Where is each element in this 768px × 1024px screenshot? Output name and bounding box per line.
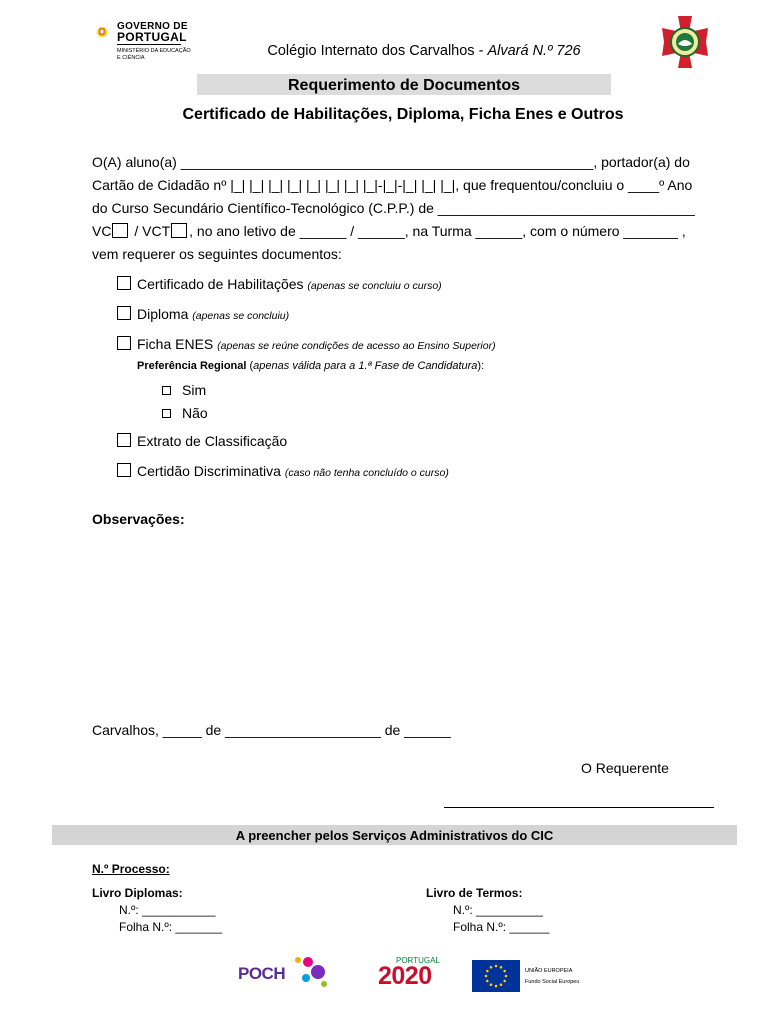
preference-no[interactable]: Não xyxy=(162,405,208,421)
option-diploma[interactable] xyxy=(117,306,289,322)
diplomas-page-field[interactable]: Folha N.º: _______ xyxy=(119,920,223,934)
portugal-emblem-icon xyxy=(88,18,116,46)
school-year-line xyxy=(92,223,686,239)
option-label: Diploma xyxy=(137,306,189,322)
preference-note: apenas válida para a 1.ª Fase de Candidatura xyxy=(253,360,478,372)
document-subtitle: Certificado de Habilitações, Diploma, Ficha Enes e Outros xyxy=(182,106,624,123)
eu-label-2: Fundo Social Europeu xyxy=(525,979,580,985)
citizen-card-line[interactable]: Cartão de Cidadão nº |_| |_| |_| |_| |_| |_| |_| |_|-|_|-|_| |_| |_|, que frequentou/concluiu o ____º Ano xyxy=(92,177,693,193)
checkbox[interactable] xyxy=(117,433,131,447)
terms-page-field[interactable]: Folha N.º: ______ xyxy=(453,920,550,934)
eu-label-1: UNIÃO EUROPEIA xyxy=(525,968,573,974)
checkbox[interactable] xyxy=(162,409,171,418)
preference-yes[interactable]: Sim xyxy=(162,382,206,398)
terms-book-label: Livro de Termos: xyxy=(426,886,523,900)
student-name-line[interactable]: O(A) aluno(a) _____________________________________________________, portador(a) do xyxy=(92,154,690,170)
option-note: (apenas se concluiu o curso) xyxy=(307,280,442,292)
gov-ministry-line1: MINISTÉRIO DA EDUCAÇÃO xyxy=(117,48,191,54)
gov-name-line1: GOVERNO DE xyxy=(117,21,188,32)
option-certidao[interactable] xyxy=(117,463,449,479)
eu-flag xyxy=(472,960,520,992)
option-certificado[interactable] xyxy=(117,276,442,292)
school-title xyxy=(0,43,768,59)
government-logo xyxy=(88,18,116,46)
request-intro: vem requerer os seguintes documentos: xyxy=(92,246,342,262)
option-label: Certificado de Habilitações xyxy=(137,276,304,292)
option-ficha-enes[interactable] xyxy=(117,336,496,352)
observations-label: Observações: xyxy=(92,511,185,527)
diplomas-book-label: Livro Diplomas: xyxy=(92,886,183,900)
gov-ministry-line2: E CIÊNCIA xyxy=(117,55,145,61)
requester-label: O Requerente xyxy=(581,760,669,776)
checkbox[interactable] xyxy=(162,386,171,395)
observations-area[interactable] xyxy=(92,535,712,705)
option-note: (caso não tenha concluído o curso) xyxy=(284,467,449,479)
date-line[interactable]: Carvalhos, _____ de ____________________ de ______ xyxy=(92,722,451,738)
school-crest xyxy=(656,14,714,70)
admin-section-title: A preencher pelos Serviços Administrativos do CIC xyxy=(235,828,554,843)
school-alvara: Alvará N.º 726 xyxy=(487,43,581,59)
poch-logo xyxy=(236,950,332,992)
vc-checkbox[interactable] xyxy=(112,223,128,238)
school-name: Colégio Internato dos Carvalhos - xyxy=(267,43,488,59)
checkbox[interactable] xyxy=(117,336,131,350)
vct-label: / VCT xyxy=(130,223,171,239)
portugal-2020-logo xyxy=(352,956,456,992)
vc-label: VC xyxy=(92,223,112,239)
eu-stars-icon xyxy=(472,960,520,992)
option-label: Ficha ENES xyxy=(137,336,214,352)
option-extrato[interactable] xyxy=(117,433,287,449)
option-note: (apenas se concluiu) xyxy=(192,310,290,322)
diplomas-number-field[interactable]: N.º: ___________ xyxy=(119,903,216,917)
vct-checkbox[interactable] xyxy=(171,223,187,238)
school-year-text[interactable]: , no ano letivo de ______ / ______, na Turma ______, com o número _______ , xyxy=(189,223,686,239)
option-note: (apenas se reúne condições de acesso ao Ensino Superior) xyxy=(217,340,496,352)
p2020-label: 2020 xyxy=(378,962,432,990)
option-label: Extrato de Classificação xyxy=(137,433,288,449)
portugal-2020-emblem-icon xyxy=(352,958,378,992)
portugal-label: PORTUGAL xyxy=(396,956,440,965)
option-label: Certidão Discriminativa xyxy=(137,463,281,479)
course-line[interactable]: do Curso Secundário Científico-Tecnológico (C.P.P.) de _________________________________ xyxy=(92,200,695,216)
signature-line[interactable] xyxy=(444,807,714,808)
checkbox[interactable] xyxy=(117,306,131,320)
gov-name-line2: PORTUGAL xyxy=(117,30,187,44)
regional-preference: Preferência Regional (apenas válida para a 1.ª Fase de Candidatura): xyxy=(137,360,485,372)
document-title: Requerimento de Documentos xyxy=(287,77,521,94)
terms-number-field[interactable]: N.º: __________ xyxy=(453,903,543,917)
preference-label: Preferência Regional xyxy=(137,360,247,372)
checkbox[interactable] xyxy=(117,276,131,290)
cross-crest-icon xyxy=(656,14,714,70)
poch-text: POCH xyxy=(238,964,286,983)
process-number-label: N.º Processo: xyxy=(92,862,170,876)
checkbox[interactable] xyxy=(117,463,131,477)
